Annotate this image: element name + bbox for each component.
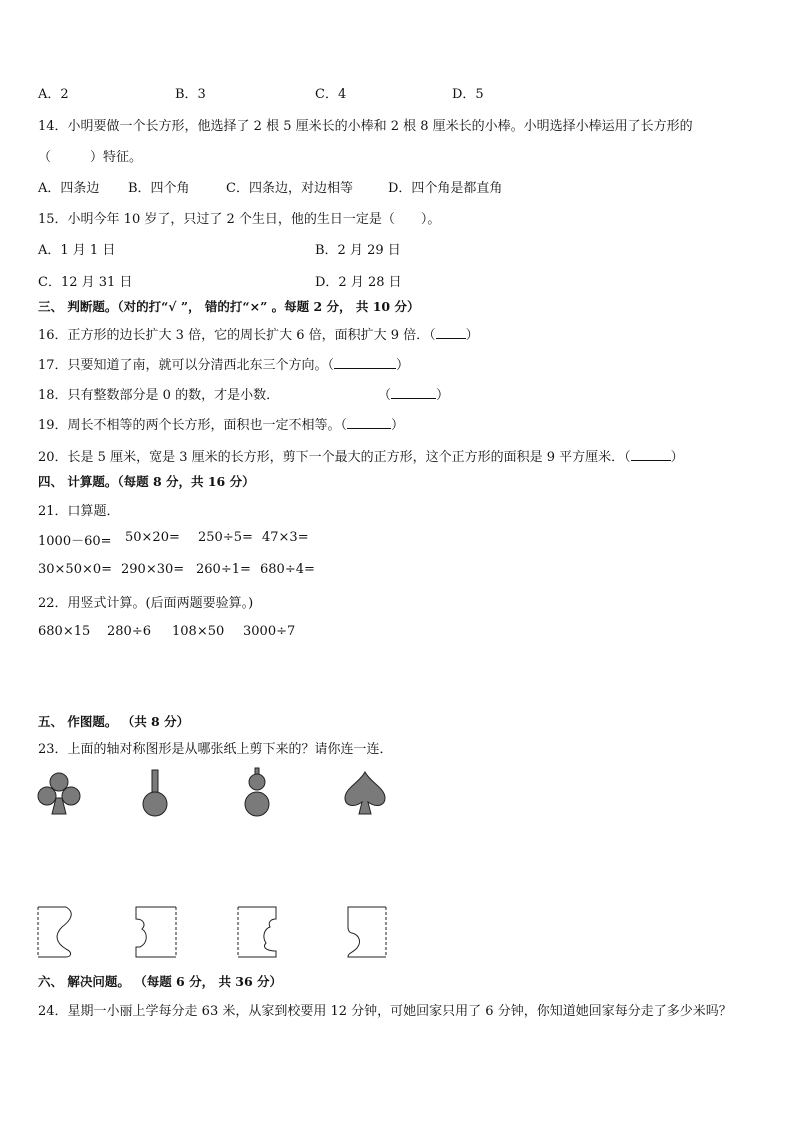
q13-option-b: B．3 <box>175 87 206 102</box>
q20 <box>38 446 684 465</box>
gourd-bottle-shape-icon <box>140 768 170 818</box>
cut-paper-option-4[interactable] <box>344 905 388 959</box>
q17-answer-blank[interactable] <box>334 356 396 369</box>
q20-answer-blank[interactable] <box>631 448 671 461</box>
q19-text: 19．周长不相等的两个长方形，面积也一定不相等。（ <box>38 418 348 433</box>
spade-shape-icon <box>342 770 388 816</box>
q14-text: 14．小明要做一个长方形，他选择了 2 根 5 厘米长的小棒和 2 根 8 厘米长的小棒。小明选择小棒运用了长方形的 <box>38 119 693 134</box>
cut-paper-option-2[interactable] <box>132 905 178 959</box>
q16-answer-blank[interactable] <box>436 326 466 339</box>
q22-problem: 3000÷7 <box>243 624 296 639</box>
q18-answer <box>378 384 449 403</box>
q15-text: 15．小明今年 10 岁了，只过了 2 个生日，他的生日一定是（ ）。 <box>38 212 441 227</box>
q18-answer-blank[interactable] <box>391 386 436 399</box>
q21-problem: 680÷4= <box>260 562 315 577</box>
q15-option-d: D．2 月 28 日 <box>315 275 402 290</box>
q22-problem: 108×50 <box>172 624 225 639</box>
q13-option-c: C．4 <box>315 87 347 102</box>
q18-text: 18．只有整数部分是 0 的数，才是小数． <box>38 388 280 403</box>
q18-open-paren: （ <box>378 388 392 403</box>
q22-problem: 680×15 <box>38 624 91 639</box>
q21-text: 21．口算题． <box>38 504 120 519</box>
cut-paper-option-3[interactable] <box>236 905 280 959</box>
q13-option-a: A．2 <box>38 87 69 102</box>
q13-option-d: D．5 <box>452 87 484 102</box>
q16-close-paren: ） <box>465 328 479 343</box>
club-shape-icon <box>36 770 82 816</box>
q19-close-paren: ） <box>391 418 405 433</box>
section-3-title: 三、 判断题。（对的打“√ ”， 错的打“×” 。每题 2 分， 共 10 分） <box>38 299 420 314</box>
q21-problem: 50×20= <box>125 530 180 545</box>
q17 <box>38 354 409 373</box>
q14-option-c: C．四条边，对边相等 <box>226 181 353 196</box>
q23-text: 23．上面的轴对称图形是从哪张纸上剪下来的？请你连一连． <box>38 742 393 757</box>
calabash-shape-icon <box>242 766 272 818</box>
q19-answer-blank[interactable] <box>347 416 391 429</box>
section-4-title: 四、 计算题。（每题 8 分，共 16 分） <box>38 474 255 489</box>
q16-text: 16．正方形的边长扩大 3 倍，它的周长扩大 6 倍，面积扩大 9 倍．（ <box>38 328 436 343</box>
q24-text: 24．星期一小丽上学每分走 63 米，从家到校要用 12 分钟，可她回家只用了 6 分钟，你知道她回家每分走了多少米吗？ <box>38 1004 732 1019</box>
q17-text: 17．只要知道了南，就可以分清西北东三个方向。（ <box>38 358 335 373</box>
q18-close-paren: ） <box>436 388 450 403</box>
q20-close-paren: ） <box>670 450 684 465</box>
section-5-title: 五、 作图题。 （共 8 分） <box>38 714 190 729</box>
q20-text: 20．长是 5 厘米，宽是 3 厘米的长方形，剪下一个最大的正方形，这个正方形的面积是 9 平方厘米．（ <box>38 450 631 465</box>
section-6-title: 六、 解决问题。 （每题 6 分， 共 36 分） <box>38 974 283 989</box>
q15-option-a: A．1 月 1 日 <box>38 243 116 258</box>
q14-option-a: A．四条边 <box>38 181 100 196</box>
q21-problem: 250÷5= <box>198 530 253 545</box>
cut-paper-option-1[interactable] <box>36 905 78 959</box>
q17-close-paren: ） <box>396 358 410 373</box>
q22-text: 22．用竖式计算。(后面两题要验算。) <box>38 596 254 611</box>
q16 <box>38 324 479 343</box>
q15-option-c: C．12 月 31 日 <box>38 275 133 290</box>
q21-problem: 47×3= <box>262 530 309 545</box>
q22-problem: 280÷6 <box>107 624 151 639</box>
q21-problem: 260÷1= <box>196 562 251 577</box>
q21-problem: 1000－60= <box>38 534 112 549</box>
q21-problem: 30×50×0= <box>38 562 113 577</box>
q21-problem: 290×30= <box>121 562 185 577</box>
q14-option-b: B．四个角 <box>128 181 190 196</box>
q15-option-b: B．2 月 29 日 <box>315 243 401 258</box>
q14-text-continued: （ ）特征。 <box>38 150 143 165</box>
q18 <box>38 384 279 403</box>
q14-option-d: D．四个角是都直角 <box>388 181 503 196</box>
q19 <box>38 414 404 433</box>
